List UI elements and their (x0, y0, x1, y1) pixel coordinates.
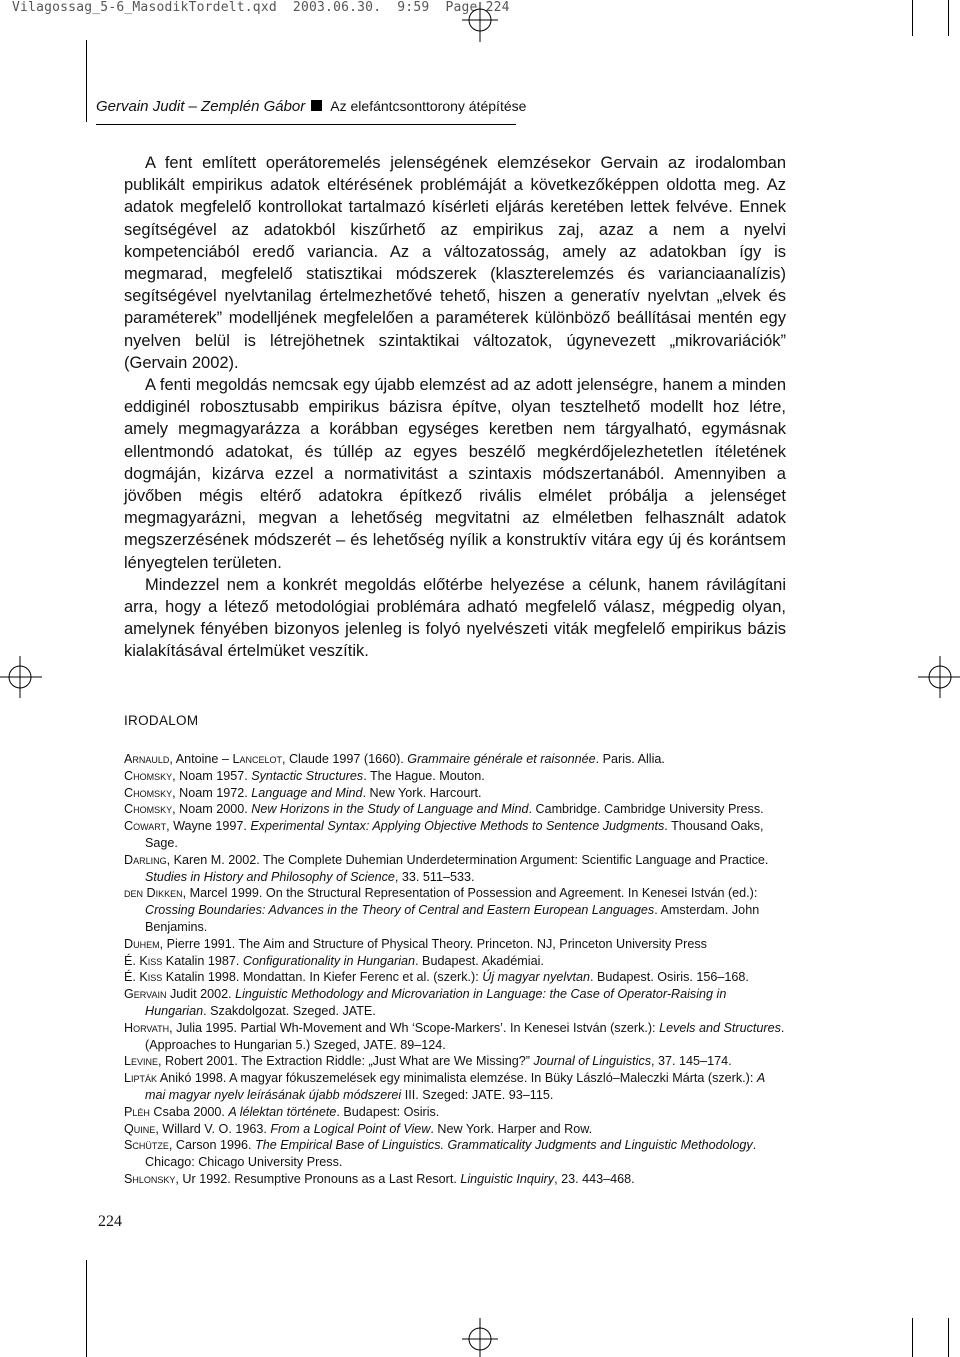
reference-author: Cowart (124, 819, 167, 834)
reference-text: . Budapest: Osiris. (336, 1104, 440, 1119)
reference-text: , Wayne 1997. (166, 819, 251, 834)
registration-mark-bottom (460, 1318, 500, 1357)
reference-text: , Carson 1996. (168, 1138, 256, 1153)
reference-entry (124, 1070, 786, 1104)
reference-text: , Noam 1972. (172, 785, 252, 800)
reference-author: Arnauld (124, 752, 170, 766)
reference-title: Journal of Linguistics (533, 1054, 652, 1069)
reference-author: Levine (124, 1054, 159, 1069)
reference-text: , Noam 2000. (172, 802, 252, 817)
reference-text: . Budapest. Akadémiai. (415, 953, 544, 968)
reference-text: . Paris. Allia. (595, 752, 665, 766)
reference-title: Linguistic Methodology and Microvariation in Language: the Case of Operator-Raising in Hungarian (145, 987, 727, 1018)
reference-text: , Robert 2001. The Extraction Riddle: „Just What are We Missing?” (158, 1054, 534, 1069)
running-header (96, 98, 526, 115)
reference-title: Studies in History and Philosophy of Science (145, 869, 395, 884)
crop-mark-top-left (86, 40, 87, 122)
reference-author: Chomsky (124, 802, 173, 817)
registration-mark-left (0, 656, 42, 698)
reference-author: Lipták (124, 1071, 158, 1086)
reference-author: den Dikken (124, 886, 183, 901)
reference-entry (124, 953, 786, 970)
body-paragraph: A fenti megoldás nemcsak egy újabb elemzést ad az adott jelenségre, hanem a minden eddiginél robosztusabb empirikus bázisra építve, olyan tesztelhető modellt hoz létre, amely megmagyarázza a korábban egységes keretben nem tárgyalható, egymásnak ellentmondó adatokat, és túllép az egyes beszélő megkérdőjelezhetetlen ítéletének dogmáján, kizárva ezzel a normativitást a szintaxis módszertanából. Amennyiben a jövőben mégis eltérő adatokra építkező rivális elmélet próbálja a jelenséget megmagyarázni, megvan a lehetőség megvitatni az elméletben felhasznált adatok megszerzésének módszerét – és lehetőség nyílik a konstruktív vitára egy új és korántsem lényegtelen területen. (124, 376, 786, 572)
reference-entry (124, 1121, 786, 1138)
reference-text: , Karen M. 2002. The Complete Duhemian Underdetermination Argument: Scientific Language and Practice. (166, 852, 769, 867)
reference-entry (124, 818, 786, 852)
reference-entry (124, 768, 786, 785)
reference-title: A mai magyar nyelv leírásának újabb módszerei (145, 1071, 765, 1102)
reference-author: Shlonsky (124, 1171, 176, 1186)
reference-text: , Julia 1995. Partial Wh-Movement and Wh ‘Scope-Markers’. In Kenesei István (szerk.): (169, 1020, 660, 1035)
crop-mark-bottom-left (86, 1260, 87, 1357)
reference-text: , Willard V. O. 1963. (155, 1121, 271, 1136)
body-text (124, 152, 786, 663)
reference-title: Configurationality in Hungarian (242, 953, 416, 968)
file-slug: Vilagossag_5-6_MasodikTordelt.qxd 2003.06.30. 9:59 Page 224 (12, 0, 510, 15)
reference-text: . Chicago: Chicago University Press. (145, 1138, 757, 1170)
reference-entry (124, 785, 786, 802)
reference-text: , Ur 1992. Resumptive Pronouns as a Last Resort. (175, 1171, 461, 1186)
reference-title: Syntactic Structures (251, 768, 364, 783)
reference-title: A lélektan története (228, 1104, 337, 1119)
reference-text: Judit 2002. (166, 987, 236, 1002)
reference-text: , Antoine – (169, 752, 233, 766)
reference-author: Chomsky (124, 785, 173, 800)
reference-title: Új magyar nyelvtan (482, 970, 591, 985)
reference-author: Gervain (124, 987, 167, 1002)
reference-author: Darling (124, 852, 167, 867)
crop-mark-top-right-1 (912, 0, 913, 36)
reference-entry (124, 1053, 786, 1070)
reference-title: Experimental Syntax: Applying Objective Methods to Sentence Judgments (250, 819, 665, 834)
reference-text: , Pierre 1991. The Aim and Structure of Physical Theory. Princeton. NJ, Princeton University Press (159, 936, 707, 951)
reference-text: . Budapest. Osiris. 156–168. (590, 970, 749, 985)
reference-entry (124, 1104, 786, 1121)
crop-mark-bottom-right-1 (912, 1318, 913, 1357)
reference-title: Levels and Structures (659, 1020, 781, 1035)
reference-entry (124, 1020, 786, 1054)
reference-title: Grammaire générale et raisonnée (407, 752, 596, 766)
reference-text: Csaba 2000. (149, 1104, 229, 1119)
reference-entry (124, 885, 786, 935)
reference-text: , Claude 1997 (1660). (281, 752, 408, 766)
reference-text: Katalin 1987. (162, 953, 243, 968)
reference-author: Pléh (124, 1104, 150, 1119)
reference-author: Horvath (124, 1020, 170, 1035)
reference-entry (124, 1137, 786, 1171)
reference-entry (124, 801, 786, 818)
reference-author: É. Kiss (124, 970, 163, 985)
reference-text: . The Hague. Mouton. (363, 768, 485, 783)
reference-entry (124, 936, 786, 953)
reference-title: Linguistic Inquiry (460, 1171, 555, 1186)
reference-text: III. Szeged: JATE. 93–115. (401, 1087, 554, 1102)
references-heading: IRODALOM (124, 713, 199, 728)
registration-mark-right (918, 656, 960, 698)
header-authors: Gervain Judit – Zemplén Gábor (96, 98, 306, 115)
reference-text: . Thousand Oaks, Sage. (145, 819, 764, 850)
reference-author: Chomsky (124, 768, 173, 783)
reference-text: Anikó 1998. A magyar fókuszemelések egy minimalista elemzése. In Büky László–Maleczki Márta (szerk.): (157, 1071, 757, 1086)
reference-title: From a Logical Point of View (270, 1121, 431, 1136)
reference-title: Language and Mind (251, 785, 363, 800)
reference-list (124, 751, 786, 1188)
registration-mark-top (460, 2, 500, 42)
reference-entry (124, 986, 786, 1020)
reference-text: . New York. Harcourt. (362, 785, 482, 800)
reference-text: . Amsterdam. John Benjamins. (145, 903, 760, 934)
reference-author: Duhem (124, 936, 160, 951)
reference-title: New Horizons in the Study of Language and Mind (251, 802, 529, 817)
body-paragraph: Mindezzel nem a konkrét megoldás előtérbe helyezése a célunk, hanem rávilágítani arra, hogy a létező metodológiai problémára adható megfelelő válasz, mégpedig olyan, amelynek fényében bizonyos jelenleg is folyó nyelvészeti viták megfelelő empirikus bázis kialakításával értelmüket veszítik. (124, 575, 786, 661)
header-rule (96, 124, 516, 125)
reference-title: Crossing Boundaries: Advances in the Theory of Central and Eastern European Languages (145, 903, 655, 918)
reference-author: Lancelot (232, 752, 282, 766)
reference-text: , 37. 145–174. (651, 1054, 732, 1069)
reference-text: , Marcel 1999. On the Structural Representation of Possession and Agreement. In Kenesei István (ed.): (182, 886, 758, 901)
reference-text: , Noam 1957. (172, 768, 252, 783)
reference-text: . Cambridge. Cambridge University Press. (528, 802, 764, 817)
reference-entry (124, 751, 786, 768)
reference-text: , 33. 511–533. (394, 869, 475, 884)
reference-author: Schütze (124, 1138, 169, 1153)
reference-title: The Empirical Base of Linguistics. Grammaticality Judgments and Linguistic Methodology (255, 1138, 753, 1153)
reference-author: É. Kiss (124, 953, 163, 968)
page-number: 224 (98, 1213, 122, 1230)
body-paragraph: A fent említett operátoremelés jelenségének elemzésekor Gervain az irodalomban publikált empirikus adatok eltérésének problémáját a következőképpen oldotta meg. Az adatok megfelelő kontrollokat tartalmazó kísérleti eljárás keretében lettek felvéve. Ennek segítségével az adatokból kiszűrhető az empirikus zaj, azaz a nem a nyelvi kompetenciából eredő variancia. Az a változatosság, amely az adatokban így is megmarad, megfelelő statisztikai módszerek (klaszterelemzés és varianciaanalízis) segítségével nyelvtanilag értelmezhetővé tehető, hiszen a generatív nyelvtan „elvek és paraméterek” modelljének megfelelően a paraméterek különböző beállításai mentén egy nyelven belül is létrejöhetnek szintaktikai változatok, úgynevezett „mikrovariációk” (Gervain 2002). (124, 154, 786, 372)
square-bullet-icon (311, 100, 322, 111)
reference-entry (124, 852, 786, 886)
reference-text: Katalin 1998. Mondattan. In Kiefer Ferenc et al. (szerk.): (162, 970, 483, 985)
reference-text: . New York. Harper and Row. (430, 1121, 593, 1136)
crop-mark-top-right-2 (948, 0, 949, 36)
reference-author: Quine (124, 1121, 156, 1136)
reference-entry (124, 969, 786, 986)
crop-mark-bottom-right-2 (948, 1318, 949, 1357)
reference-text: . Szakdolgozat. Szeged. JATE. (203, 1003, 376, 1018)
header-title: Az elefántcsonttorony átépítése (330, 98, 527, 114)
reference-text: . (Approaches to Hungarian 5.) Szeged, JATE. 89–124. (145, 1020, 785, 1052)
reference-entry (124, 1171, 786, 1188)
reference-text: , 23. 443–468. (554, 1171, 635, 1186)
